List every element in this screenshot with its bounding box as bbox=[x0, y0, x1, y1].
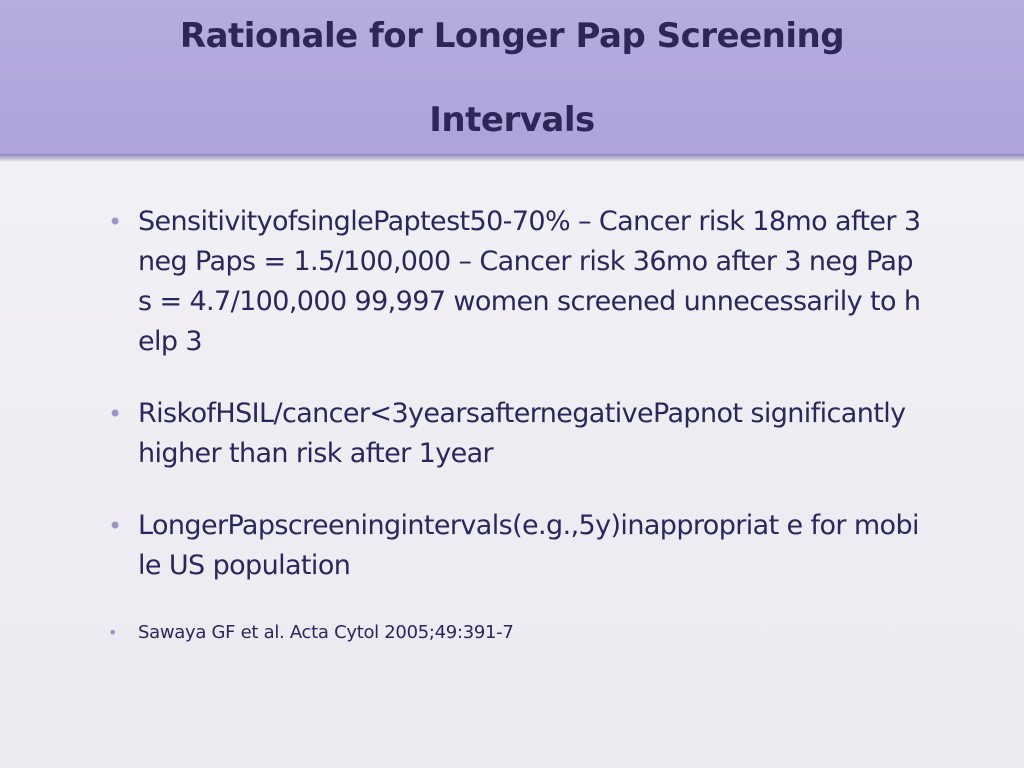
bullet-item-risk bbox=[104, 394, 924, 474]
slide-title-line-2: Intervals bbox=[429, 100, 595, 140]
slide-title bbox=[0, 14, 1024, 142]
bullet-item-intervals bbox=[104, 506, 924, 586]
title-band-edge bbox=[0, 154, 1024, 162]
citation-text: Sawaya GF et al. Acta Cytol 2005;49:391-7 bbox=[138, 622, 514, 643]
bullet-dot-icon: • bbox=[108, 512, 122, 540]
bullet-dot-icon: • bbox=[108, 623, 118, 642]
bullet-list bbox=[104, 200, 924, 646]
bullet-text: RiskofHSIL/cancer<3yearsafternegativePapnot significantly higher than risk after 1year bbox=[138, 398, 906, 469]
bullet-item-citation bbox=[104, 620, 924, 646]
bullet-dot-icon: • bbox=[108, 208, 122, 236]
bullet-text: SensitivityofsinglePaptest50-70% – Cancer risk 18mo after 3 neg Paps = 1.5/100,000 – Cancer risk 36mo after 3 neg Paps = 4.7/100,000 99,997 women screened unnecessarily to help 3 bbox=[138, 206, 921, 357]
bullet-dot-icon: • bbox=[108, 400, 122, 428]
bullet-text: LongerPapscreeningintervals(e.g.,5y)inappropriat e for mobile US population bbox=[138, 510, 919, 581]
bullet-item-sensitivity bbox=[104, 202, 924, 362]
slide-title-line-1: Rationale for Longer Pap Screening bbox=[179, 16, 845, 56]
